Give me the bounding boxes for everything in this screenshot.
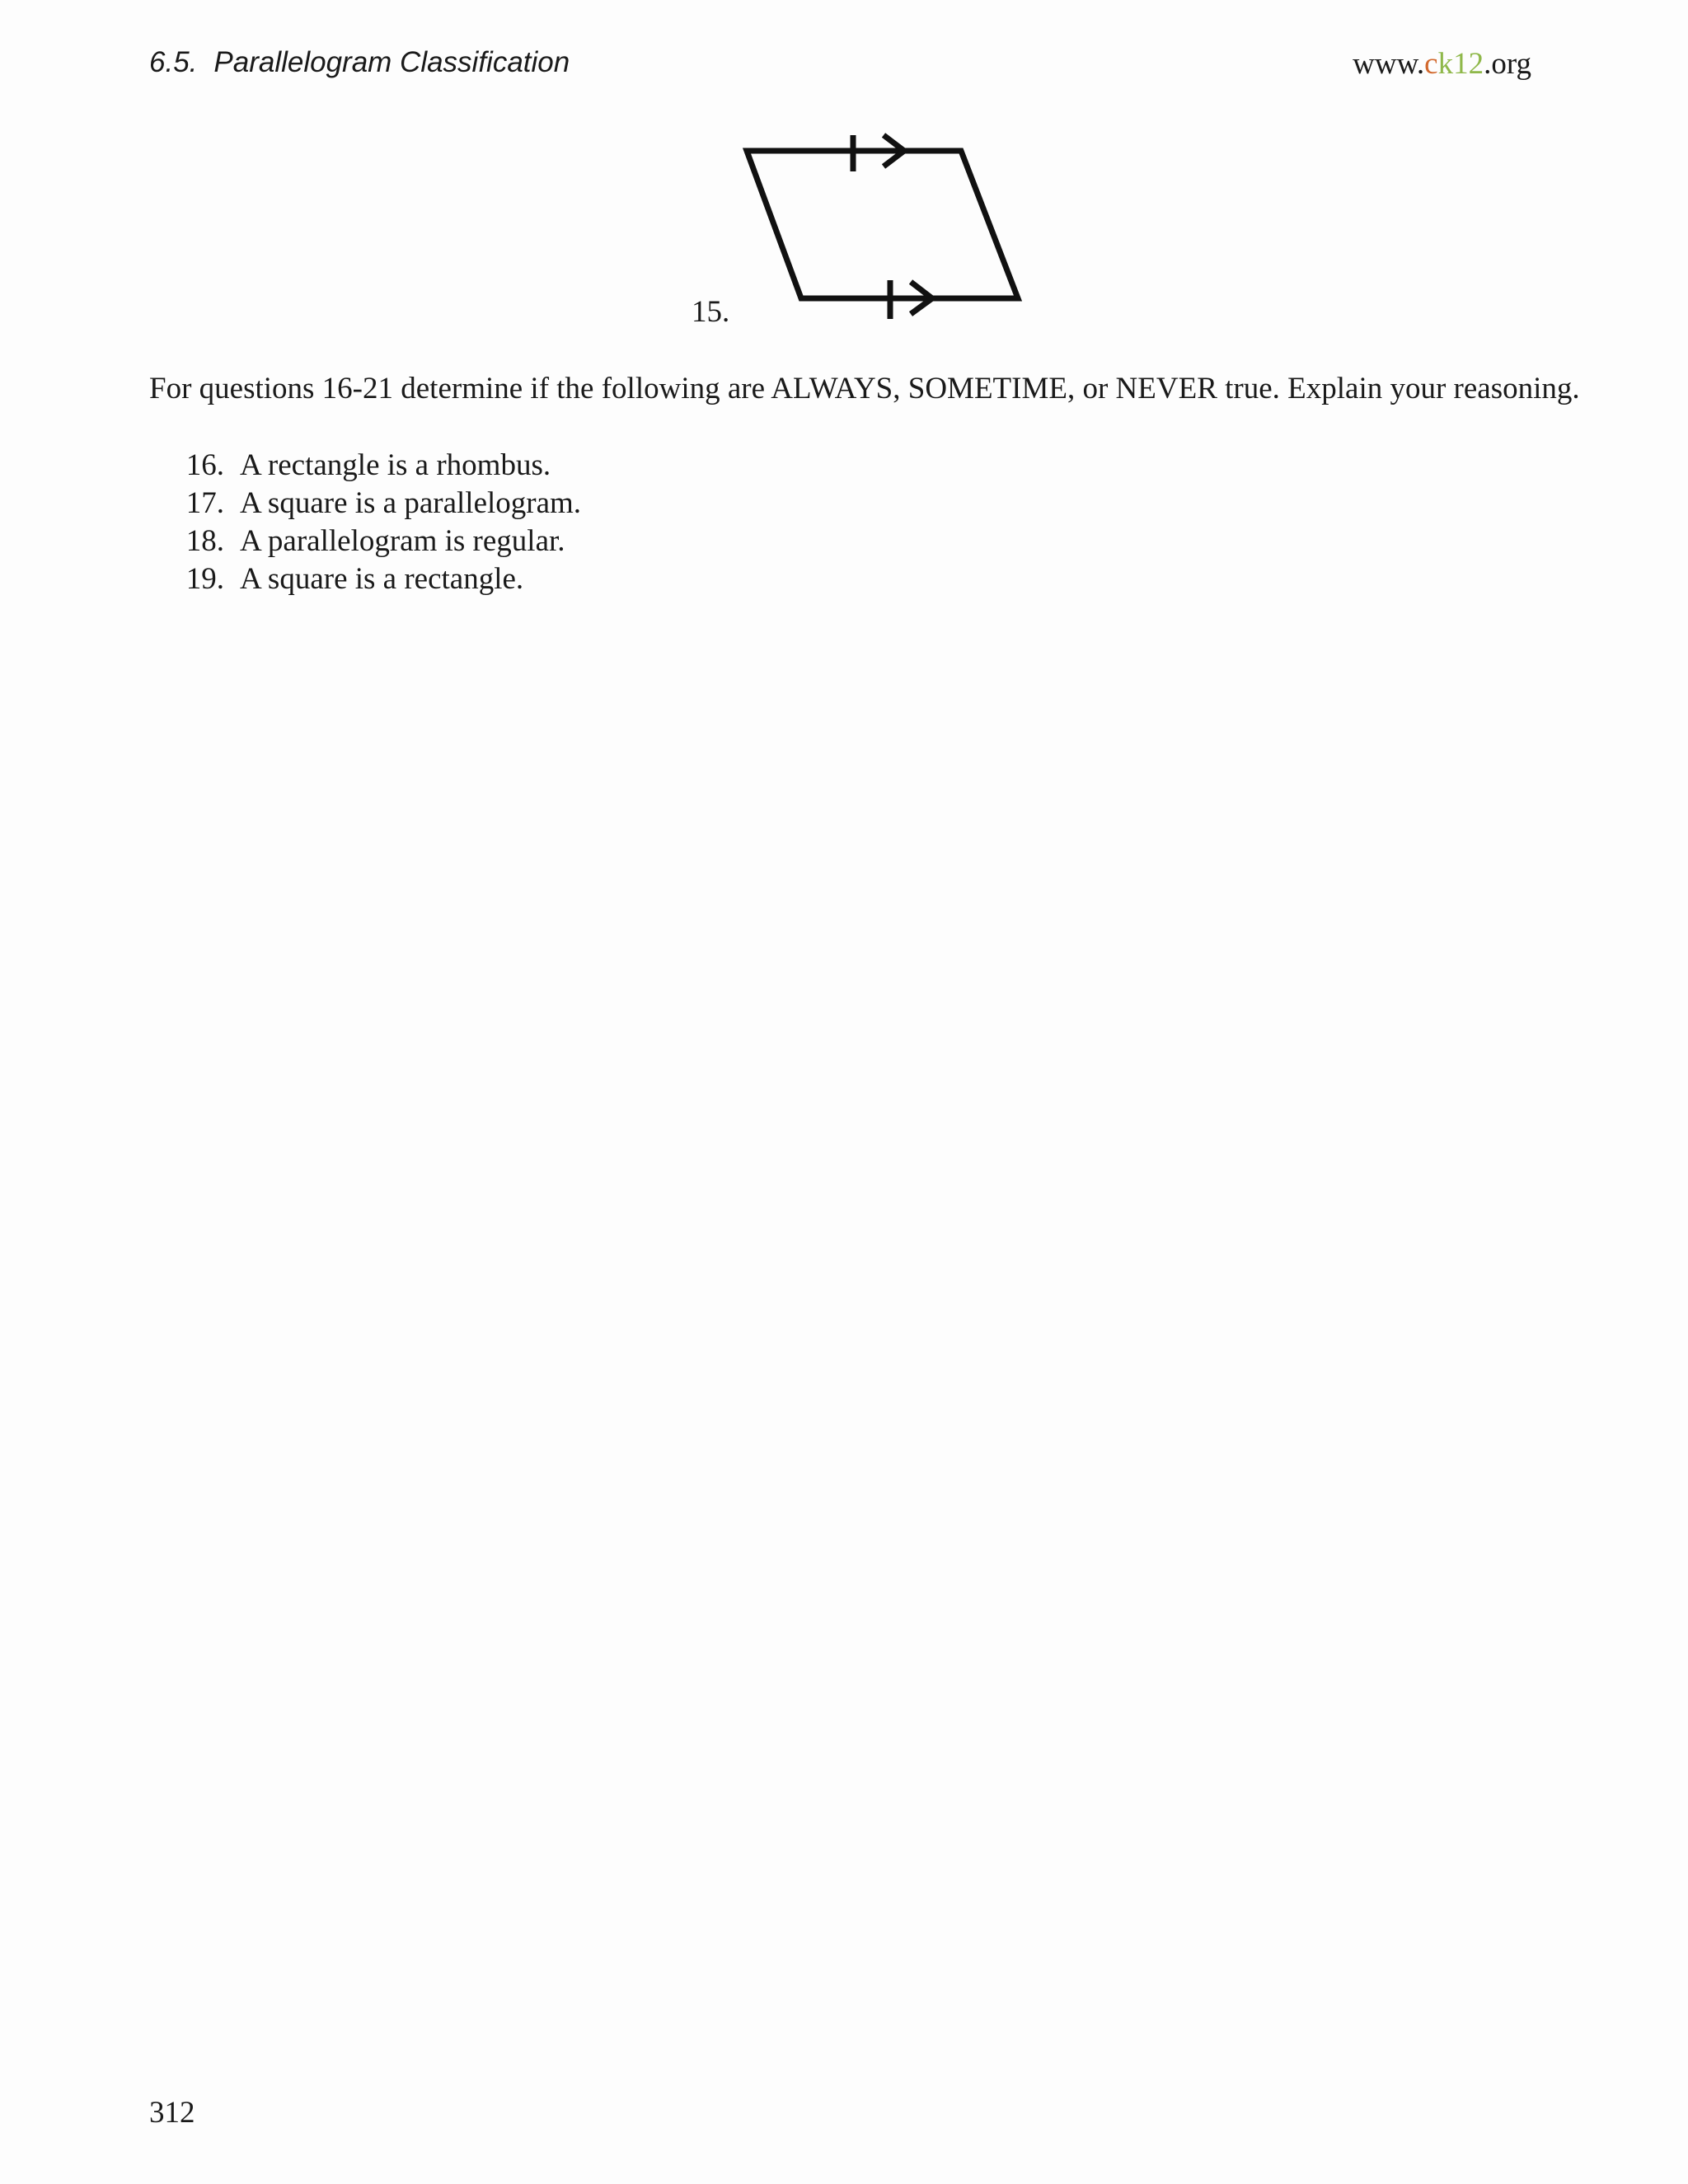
question-number: 16. <box>185 448 224 482</box>
site-url[interactable]: www.ck12.org <box>1353 47 1531 81</box>
site-logo-c: c <box>1424 47 1438 81</box>
section-number: 6.5. <box>149 46 198 78</box>
running-header-section <box>149 46 570 79</box>
site-logo-12: 12 <box>1453 47 1484 81</box>
list-item <box>149 485 581 523</box>
question-text: A rectangle is a rhombus. <box>240 448 551 482</box>
figure-number: 15. <box>692 295 730 329</box>
instructions-text: For questions 16-21 determine if the following are ALWAYS, SOMETIME, or NEVER true. Explain your reasoning. <box>149 372 1580 405</box>
parallelogram-shape <box>747 151 1018 298</box>
question-number: 17. <box>185 486 224 520</box>
list-item <box>149 523 581 560</box>
question-list <box>149 447 581 598</box>
question-text: A parallelogram is regular. <box>240 524 565 558</box>
question-number: 19. <box>185 562 224 596</box>
question-number: 18. <box>185 524 224 558</box>
question-text: A square is a parallelogram. <box>240 486 582 520</box>
section-title: Parallelogram Classification <box>213 46 570 78</box>
parallelogram-figure <box>738 124 1026 330</box>
question-text: A square is a rectangle. <box>240 562 524 596</box>
page-number: 312 <box>149 2096 195 2130</box>
site-logo-k: k <box>1437 47 1454 81</box>
list-item <box>149 447 581 485</box>
list-item <box>149 560 581 598</box>
